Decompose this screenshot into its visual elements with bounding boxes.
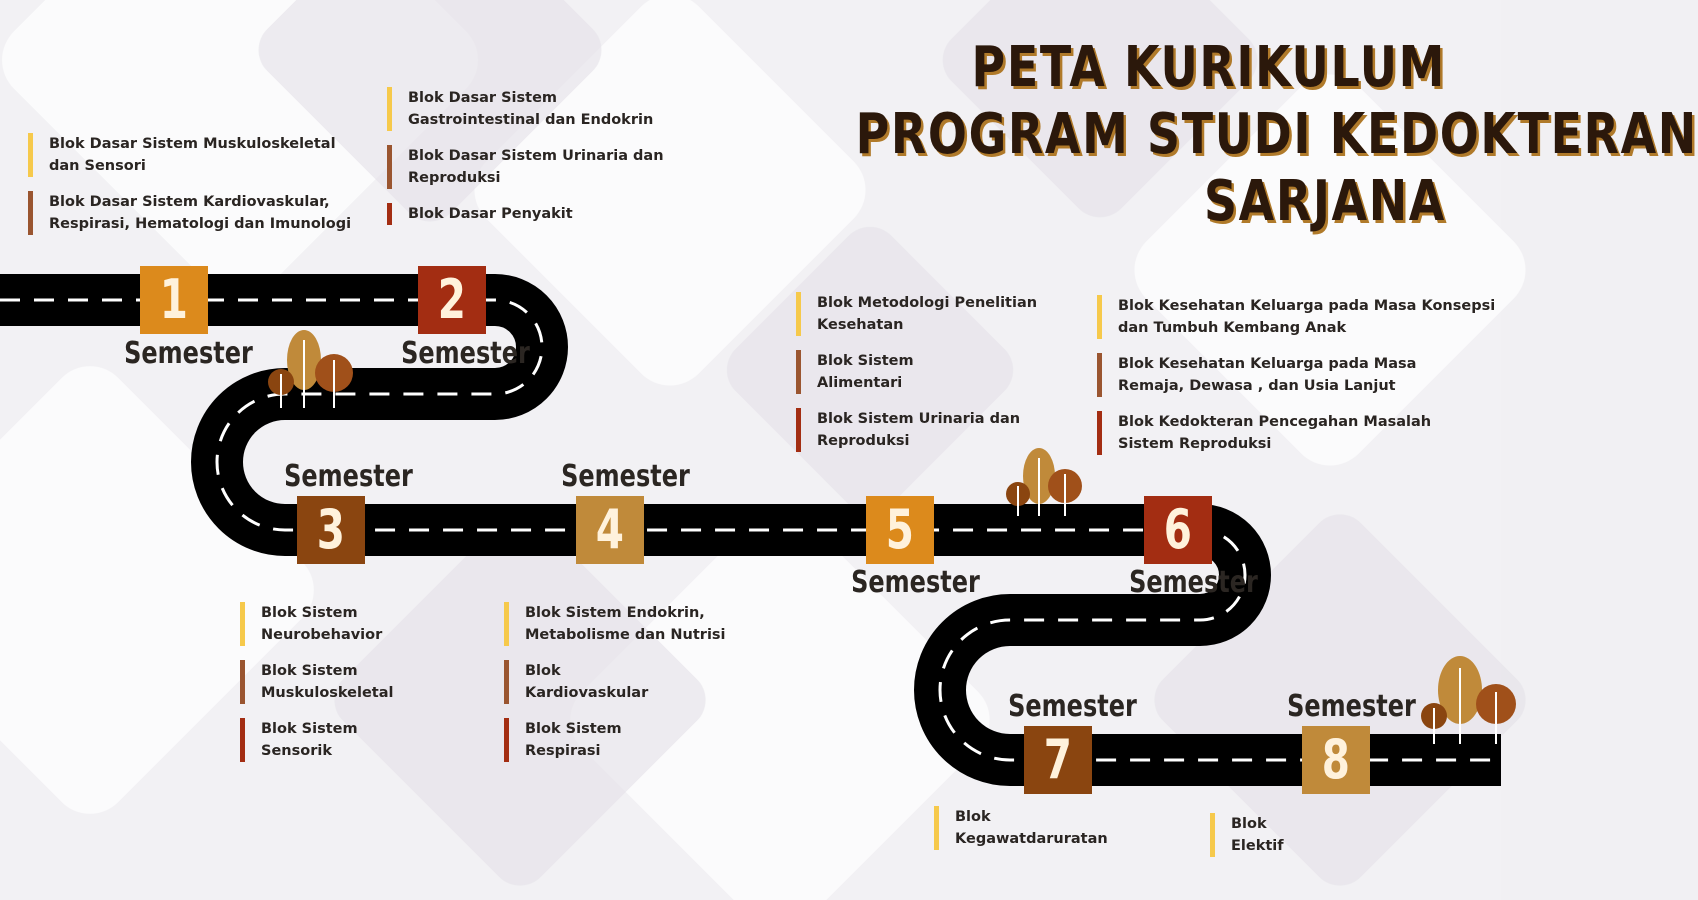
list-item: Blok Kesehatan Keluarga pada Masa Konsepsi dan Tumbuh Kembang Anak xyxy=(1097,295,1495,339)
title-line-1: PETA KURIKULUM xyxy=(971,35,1446,100)
semester-2-label: Semester xyxy=(401,336,530,371)
semester-8-label: Semester xyxy=(1287,689,1416,724)
semester-2-badge: 2 xyxy=(418,266,486,334)
list-item: Blok Kardiovaskular xyxy=(504,660,726,704)
semester-3-label: Semester xyxy=(284,459,413,494)
semester-8-blocks xyxy=(1210,813,1284,871)
semester-5-label: Semester xyxy=(851,565,980,600)
semester-4-blocks xyxy=(504,602,726,776)
tree-group-3-icon xyxy=(1416,656,1501,746)
semester-1-badge: 1 xyxy=(140,266,208,334)
semester-5-badge: 5 xyxy=(866,496,934,564)
list-item: Blok Sistem Urinaria dan Reproduksi xyxy=(796,408,1037,452)
list-item: Blok Kesehatan Keluarga pada Masa Remaja, Dewasa , dan Usia Lanjut xyxy=(1097,353,1495,397)
tree-group-1-icon xyxy=(264,330,359,410)
list-item: Blok Dasar Sistem Muskuloskeletal dan Sensori xyxy=(28,133,351,177)
semester-5-blocks xyxy=(796,292,1037,466)
semester-4-badge: 4 xyxy=(576,496,644,564)
semester-6-badge: 6 xyxy=(1144,496,1212,564)
list-item: Blok Sistem Neurobehavior xyxy=(240,602,394,646)
semester-6-blocks xyxy=(1097,295,1495,469)
list-item: Blok Dasar Sistem Urinaria dan Reproduksi xyxy=(387,145,664,189)
semester-6-label: Semester xyxy=(1129,565,1258,600)
list-item: Blok Sistem Muskuloskeletal xyxy=(240,660,394,704)
semester-7-badge: 7 xyxy=(1024,726,1092,794)
semester-7-label: Semester xyxy=(1008,689,1137,724)
list-item: Blok Dasar Penyakit xyxy=(387,203,664,225)
page-title xyxy=(855,34,1698,235)
semester-8-badge: 8 xyxy=(1302,726,1370,794)
semester-2-blocks xyxy=(387,87,664,239)
list-item: Blok Kegawatdaruratan xyxy=(934,806,1108,850)
list-item: Blok Sistem Respirasi xyxy=(504,718,726,762)
semester-7-blocks xyxy=(934,806,1108,864)
title-line-3: SARJANA xyxy=(1203,169,1446,234)
semester-1-label: Semester xyxy=(124,336,253,371)
list-item: Blok Sistem Endokrin, Metabolisme dan Nutrisi xyxy=(504,602,726,646)
list-item: Blok Dasar Sistem Gastrointestinal dan Endokrin xyxy=(387,87,664,131)
semester-4-label: Semester xyxy=(561,459,690,494)
semester-3-blocks xyxy=(240,602,394,776)
list-item: Blok Metodologi Penelitian Kesehatan xyxy=(796,292,1037,336)
list-item: Blok Sistem Sensorik xyxy=(240,718,394,762)
semester-1-blocks xyxy=(28,133,351,249)
semester-3-badge: 3 xyxy=(297,496,365,564)
title-line-2: PROGRAM STUDI KEDOKTERAN xyxy=(855,102,1698,167)
list-item: Blok Sistem Alimentari xyxy=(796,350,1037,394)
list-item: Blok Kedokteran Pencegahan Masalah Sistem Reproduksi xyxy=(1097,411,1495,455)
list-item: Blok Elektif xyxy=(1210,813,1284,857)
list-item: Blok Dasar Sistem Kardiovaskular, Respirasi, Hematologi dan Imunologi xyxy=(28,191,351,235)
